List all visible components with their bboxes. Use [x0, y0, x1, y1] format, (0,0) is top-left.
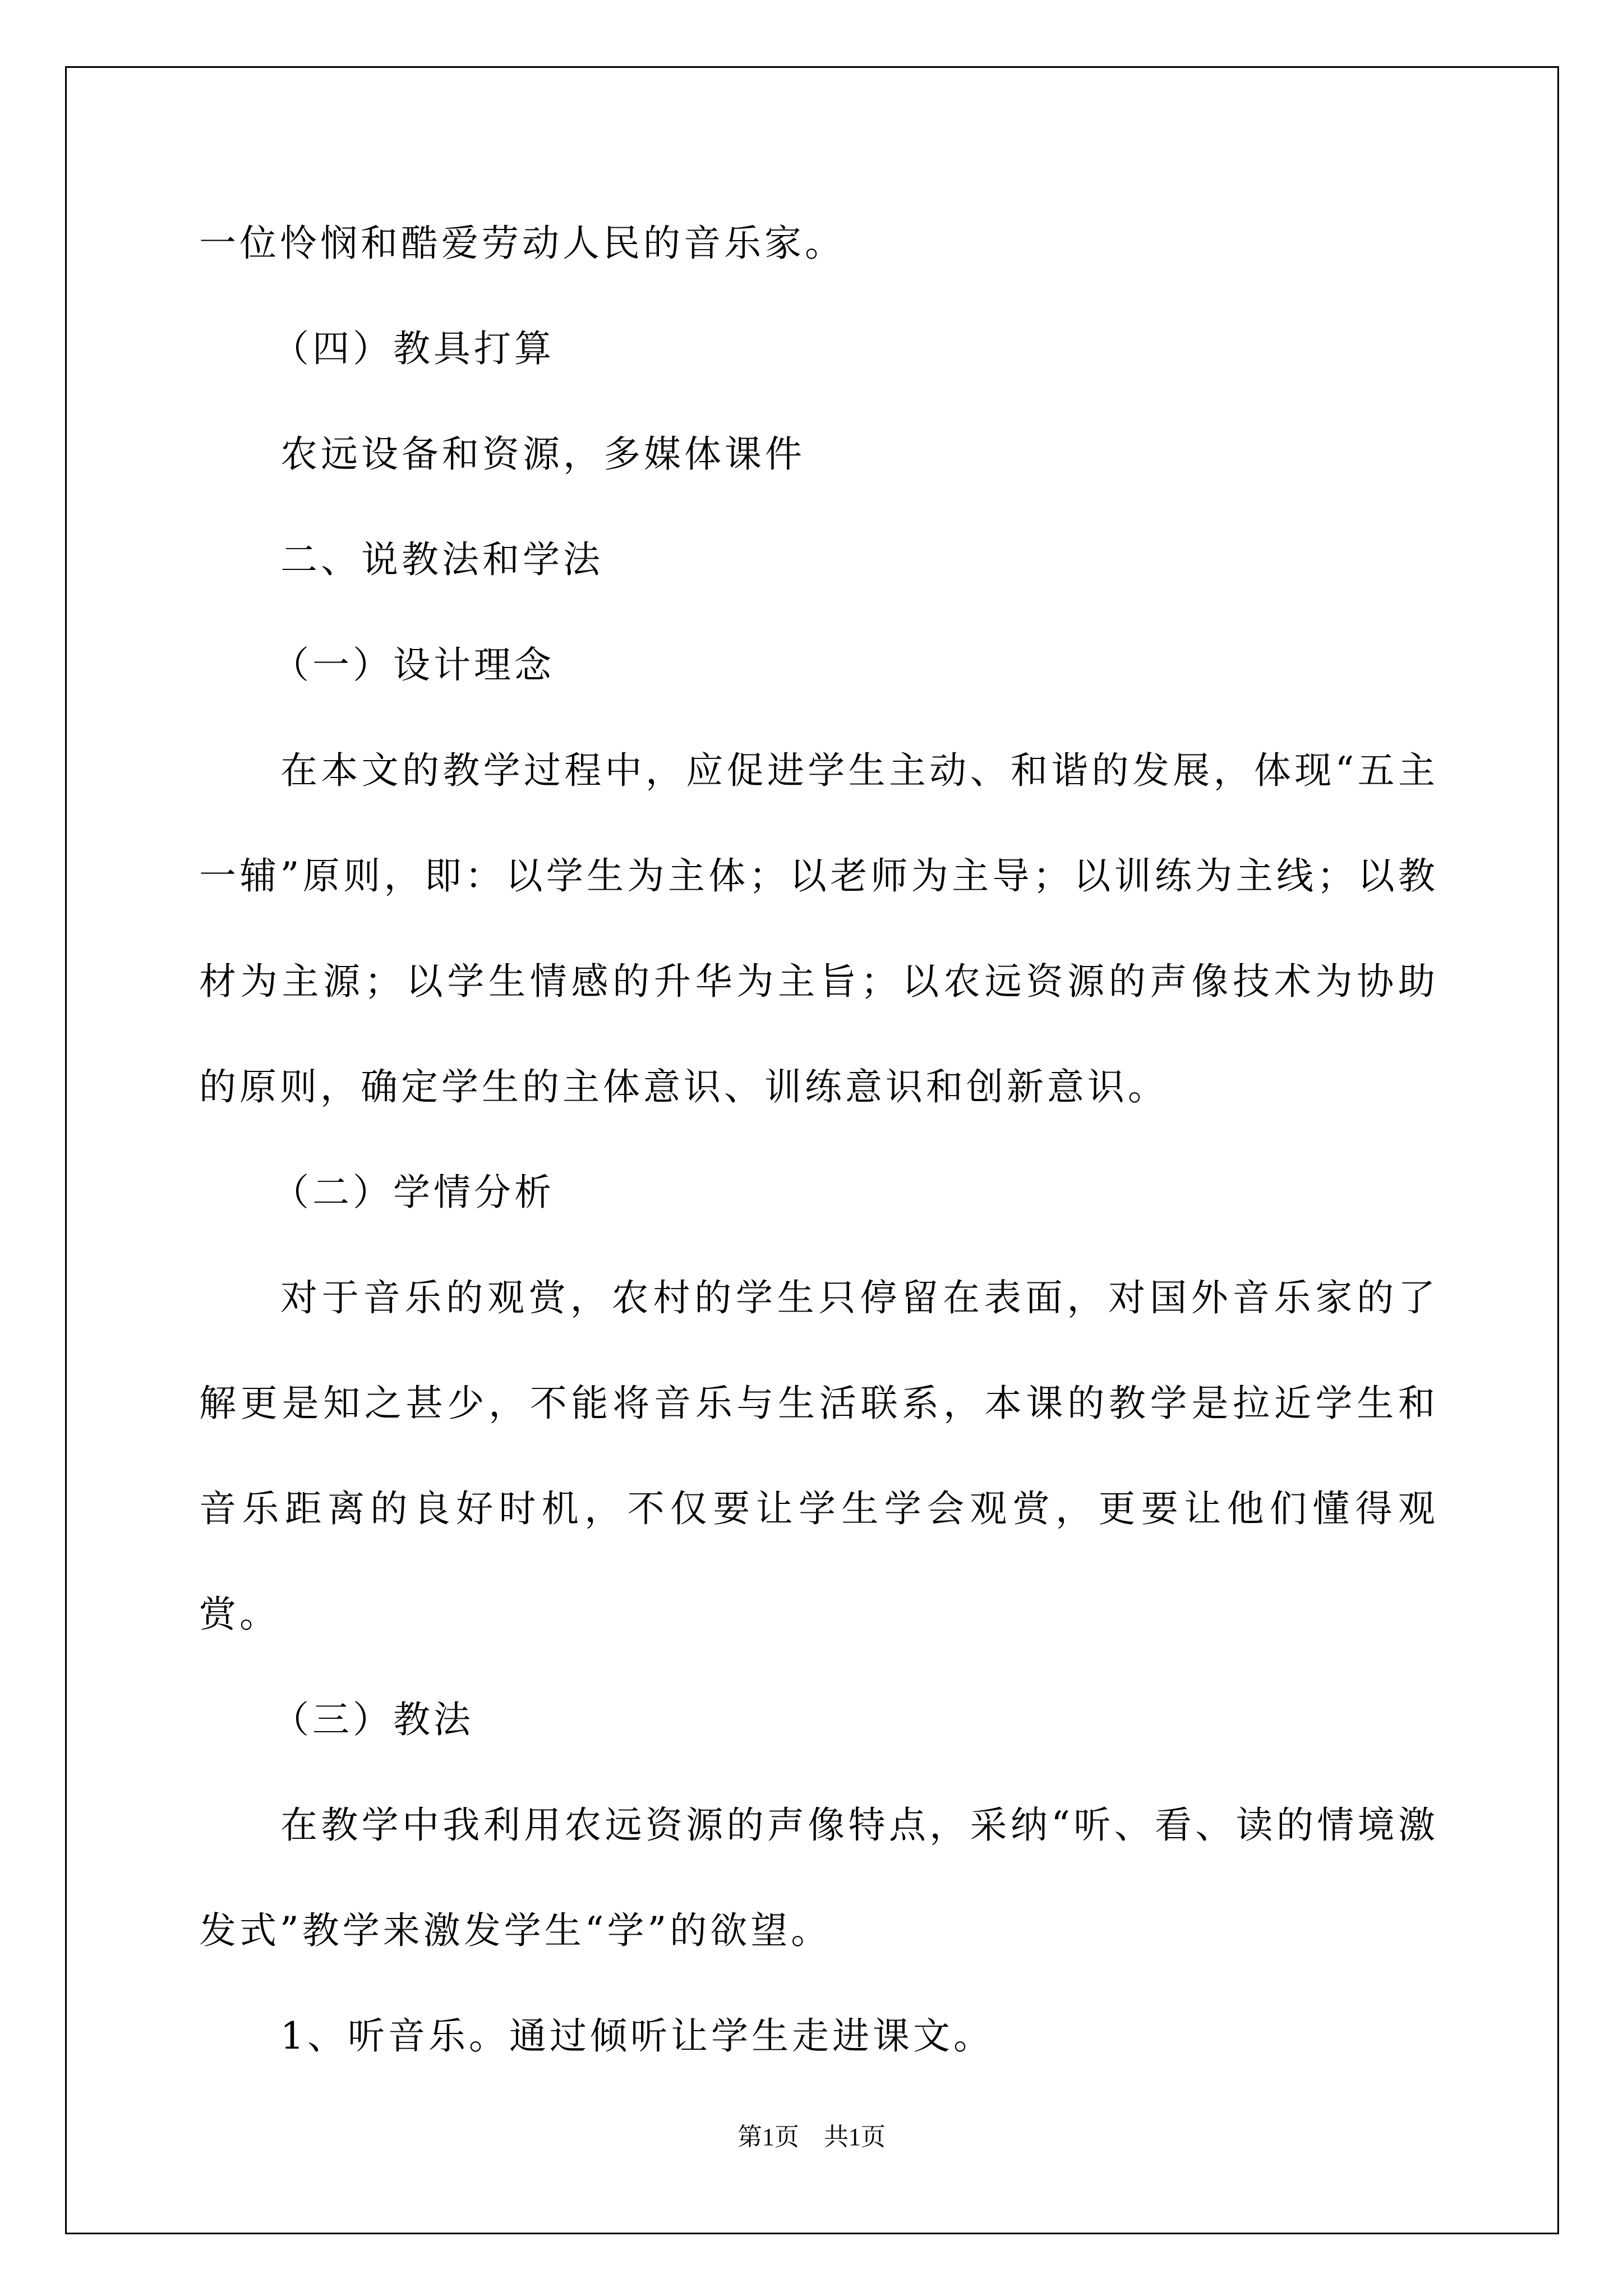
- paragraph-listen-music: 1、听音乐。通过倾听让学生走进课文。: [280, 2014, 994, 2058]
- paragraph-student-analysis: 对于音乐的观赏，农村的学生只停留在表面，对国外音乐家的了解更是知之甚少，不能将音乐与生活联系，本课的教学是拉近学生和音乐距离的良好时机，不仅要让学生学会观赏，更要让他们懂得观赏。: [199, 1276, 1438, 1636]
- page-number-footer: 第1页 共1页: [737, 2123, 886, 2151]
- paragraph-design-concept: 在本文的教学过程中，应促进学生主动、和谐的发展，体现“五主一辅”原则，即：以学生为主体；以老师为主导；以训练为主线；以教材为主源；以学生情感的升华为主旨；以农远资源的声像技术为协助的原则，确定学生的主体意识、训练意识和创新意识。: [199, 749, 1438, 1108]
- paragraph-continuation: 一位怜悯和酷爱劳动人民的音乐家。: [199, 222, 845, 265]
- paragraph-equipment: 农远设备和资源，多媒体课件: [280, 432, 805, 476]
- heading-student-analysis: （二）学情分析: [272, 1171, 555, 1214]
- document-body: [199, 191, 1438, 2089]
- heading-teaching-aids: （四）教具打算: [272, 327, 555, 370]
- paragraph-teaching-method: 在教学中我利用农远资源的声像特点，采纳“听、看、读的情境激发式”教学来激发学生“学”的欲望。: [199, 1803, 1438, 1952]
- heading-design-concept: （一）设计理念: [272, 643, 555, 687]
- heading-methods: 二、说教法和学法: [280, 538, 603, 581]
- heading-teaching-method: （三）教法: [272, 1698, 474, 1741]
